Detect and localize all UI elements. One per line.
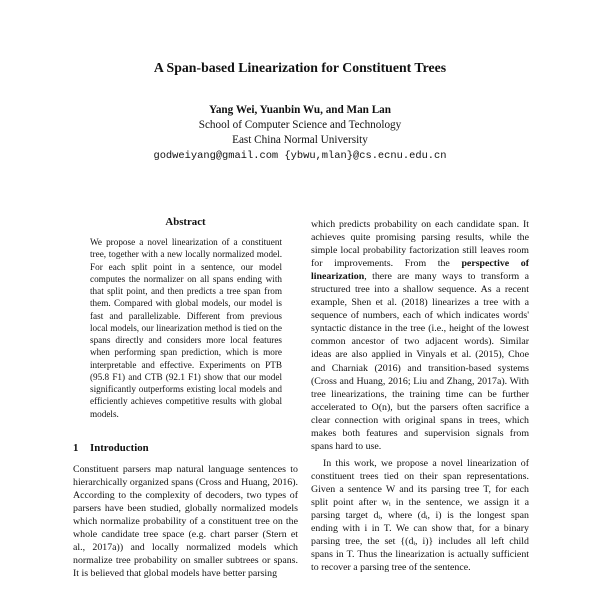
right-paragraph-1 xyxy=(311,218,529,453)
affiliation: School of Computer Science and Technology xyxy=(198,119,402,131)
right-p1-bold: perspective of linearization xyxy=(311,258,529,283)
introduction-text: Constituent parsers map natural language sentences to hierarchically organized spans (Cross and Huang, 2016). According to the complexity of decoders, two types of parsers have been studied, globally normalized models which normalize probability of a constituent tree on the whole candidate tree space (e.g. chart parser (Stern et al., 2017a)) and locally normalized models which normalize tree probability on smaller subtrees or spans. It is believed that global models have better parsing xyxy=(73,464,298,580)
abstract-text: We propose a novel linearization of a constituent tree, together with a new locally normalized model. For each split point in a sentence, our model computes the normalizer on all spans ending with that split point, and then predicts a tree span from them. Compared with global models, our model is fast and parallelizable. Different from previous local models, our linearization method is tied on the spans directly and considers more local features when performing span prediction, which is more interpretable and effective. Experiments on PTB (95.8 F1) and CTB (92.1 F1) show that our model significantly outperforms existing local models and efficiently achieves competitive results with global models. xyxy=(90,237,282,419)
right-p1-part-b: , there are many ways to transform a structured tree into a shallow sequence. As a recent example, Shen et al. (2018) linearizes a tree with a sequence of numbers, each of which indicates words' syntactic distance in the tree (i.e., height of the lowest common ancestor of two adjacent words). Similar ideas are also applied in Vinyals et al. (2015), Choe and Charniak (2016) and transition-based systems (Cross and Huang, 2016; Liu and Zhang, 2017a). With tree linearizations, the training time can be further accelerated to O(n), but the parsers often sacrifice a clear connection with original spans in trees, which makes both features and supervision signals from spans hard to use. xyxy=(311,271,529,452)
author-block xyxy=(0,103,600,164)
section-title: Introduction xyxy=(90,442,149,454)
right-column-text xyxy=(311,218,529,574)
section-number: 1 xyxy=(73,442,79,454)
abstract-heading: Abstract xyxy=(165,216,206,228)
right-paragraph-2: In this work, we propose a novel linearization of constituent trees tied on their span representations. Given a sentence W and its parsing tree T, for each split point after wᵢ in the sentence, we assign it a parsing target dᵢ, where (dᵢ, i) is the longest span ending with i in T. We can show that, for a binary parsing tree, the set {(dᵢ, i)} includes all left child spans in T. Thus the linearization is actually sufficient to recover a parsing tree of the sentence. xyxy=(311,457,529,574)
section-heading-introduction xyxy=(73,442,149,454)
right-p1-part-a: which predicts probability on each candidate span. It achieves quite promising parsing results, while the simple local probability factorization still leaves room for improvements. From the xyxy=(311,219,529,270)
author-names: Yang Wei, Yuanbin Wu, and Man Lan xyxy=(209,104,391,116)
paper-title: A Span-based Linearization for Constituent Trees xyxy=(153,60,447,75)
author-emails: godweiyang@gmail.com {ybwu,mlan}@cs.ecnu.edu.cn xyxy=(153,150,447,162)
university: East China Normal University xyxy=(232,134,368,146)
